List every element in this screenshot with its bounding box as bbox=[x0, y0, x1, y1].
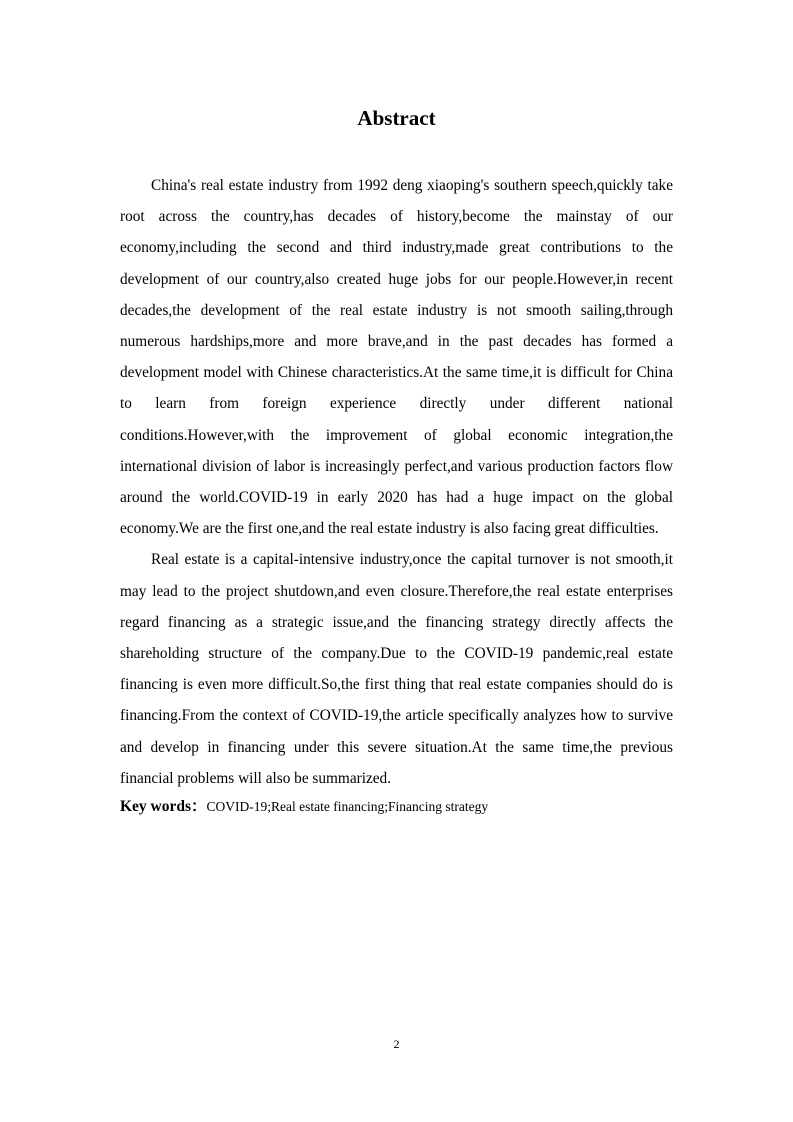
abstract-paragraph-2: Real estate is a capital-intensive industry,once the capital turnover is not smooth,it may lead to the project shutdown,and even closure.Therefore,the real estate enterprises regard financing as a strategic issue,and the financing strategy directly affects the shareholding structure of the company.Due to the COVID-19 pandemic,real estate financing is even more difficult.So,the first thing that real estate companies should do is financing.From the context of COVID-19,the article specifically analyzes how to survive and develop in financing under this severe situation.At the same time,the previous financial problems will also be summarized. bbox=[120, 551, 673, 787]
page-number: 2 bbox=[393, 1037, 400, 1051]
keywords-line bbox=[120, 796, 673, 818]
abstract-paragraph-1: China's real estate industry from 1992 deng xiaoping's southern speech,quickly take root across the country,has decades of history,become the mainstay of our economy,including the second and third industry,made great contributions to the development of our country,also created huge jobs for our people.However,in recent decades,the development of the real estate industry is not smooth sailing,through numerous hardships,more and more brave,and in the past decades has formed a development model with Chinese characteristics.At the same time,it is difficult for China to learn from foreign experience directly under different national conditions.However,with the improvement of global economic integration,the international division of labor is increasingly perfect,and various production factors flow around the world.COVID-19 in early 2020 has had a huge impact on the global economy.We are the first one,and the real estate industry is also facing great difficulties. bbox=[120, 177, 673, 538]
keywords-text: COVID-19;Real estate financing;Financing strategy bbox=[206, 799, 489, 815]
keywords-label: Key words： bbox=[120, 798, 207, 816]
abstract-title: Abstract bbox=[357, 106, 436, 130]
abstract-body bbox=[120, 170, 673, 818]
